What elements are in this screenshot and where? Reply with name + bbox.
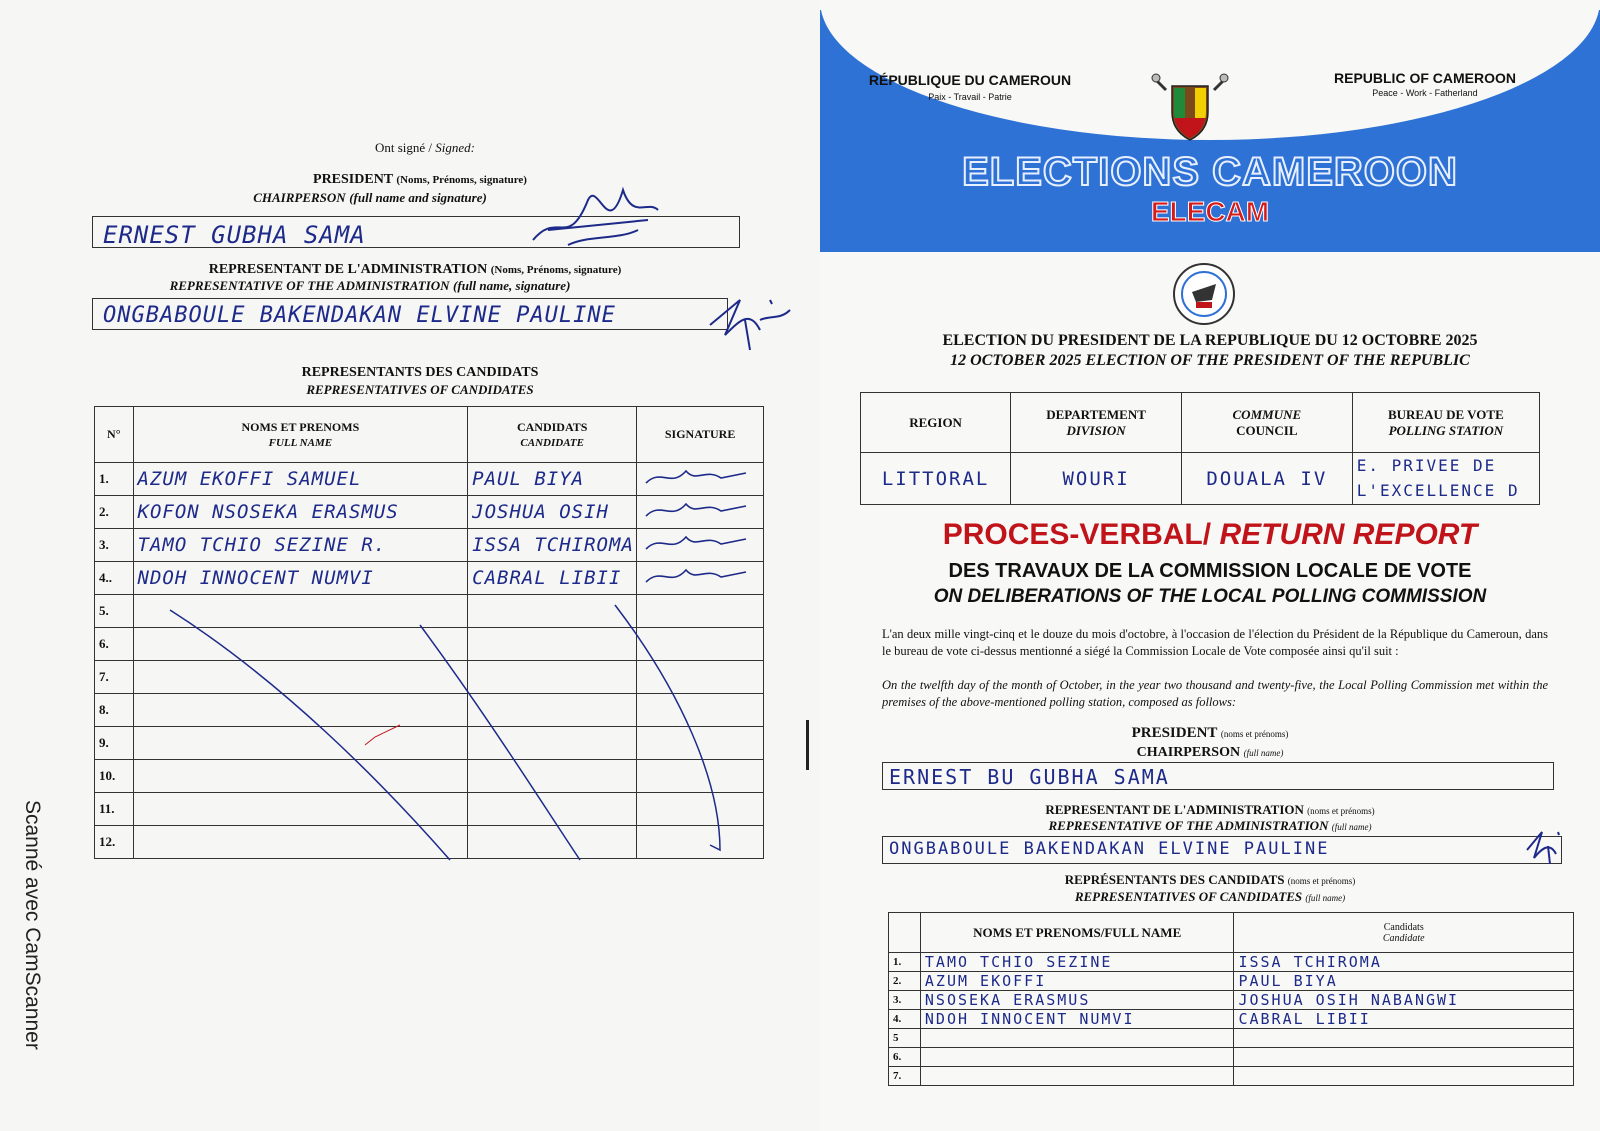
rep-name-cell — [920, 972, 1234, 991]
admin-name-field — [92, 298, 728, 330]
row-number: 2. — [889, 972, 921, 991]
table-row — [889, 1029, 1574, 1048]
col-polling-station: BUREAU DE VOTE POLLING STATION — [1352, 393, 1539, 453]
representatives-table — [888, 912, 1574, 1086]
row-number: 8. — [95, 694, 134, 727]
rep-name: NDOH INNOCENT NUMVI — [924, 1010, 1135, 1028]
candidate-name: ISSA TCHIROMA — [472, 534, 634, 556]
motto-fr: Paix - Travail - Patrie — [928, 92, 1012, 102]
council-value: DOUALA IV — [1181, 453, 1352, 505]
rep-name-cell — [133, 529, 468, 562]
rep-name: TAMO TCHIO SEZINE — [924, 953, 1113, 971]
signature-cell — [637, 496, 764, 529]
row-number: 10. — [95, 760, 134, 793]
president-name: ERNEST GUBHA SAMA — [103, 221, 366, 249]
candidate-cell — [1234, 972, 1574, 991]
col-candidate: Candidats Candidate — [1234, 913, 1574, 953]
rep-name — [921, 1029, 925, 1047]
candidate-name: JOSHUA OSIH — [472, 501, 610, 523]
rep-signature — [641, 562, 751, 590]
admin-name: ONGBABOULE BAKENDAKAN ELVINE PAULINE — [103, 303, 616, 328]
candidate-name: PAUL BIYA — [472, 468, 585, 490]
candidate-cell — [1234, 1029, 1574, 1048]
candidate-cell — [468, 463, 637, 496]
rep-name-cell — [133, 463, 468, 496]
rep-signature — [641, 529, 751, 557]
admin-label: REPRESENTANT DE L'ADMINISTRATION (Noms, Prénoms, signature) — [208, 262, 622, 277]
election-title-en: 12 OCTOBER 2025 ELECTION OF THE PRESIDENT OF THE REPUBLIC — [950, 352, 1470, 369]
admin-label: REPRESENTANT DE L'ADMINISTRATION (noms et prénoms) — [1045, 802, 1375, 817]
table-row — [889, 1010, 1574, 1029]
president-signature — [528, 180, 668, 260]
admin-label-en: REPRESENTATIVE OF THE ADMINISTRATION (full name, signature) — [169, 278, 571, 293]
candidate-name: PAUL BIYA — [1238, 972, 1338, 990]
admin-signature — [1522, 820, 1572, 870]
candidate-cell — [1234, 1067, 1574, 1086]
row-number: 3. — [889, 991, 921, 1010]
rep-signature — [641, 463, 751, 491]
signature-cell — [637, 463, 764, 496]
col-num — [889, 913, 921, 953]
report-body-en: On the twelfth day of the month of October, in the year two thousand and twenty-five, the Local Polling Commission met within the premises of the above-mentioned polling station, composed as follows: — [882, 678, 1548, 709]
motto-en: Peace - Work - Fatherland — [1372, 88, 1478, 98]
republic-en: REPUBLIC OF CAMEROON — [1334, 70, 1516, 86]
rep-name: AZUM EKOFFI SAMUEL — [137, 468, 362, 490]
admin-name-field — [882, 836, 1562, 864]
rep-name: KOFON NSOSEKA ERASMUS — [137, 501, 399, 523]
cand-title-en: REPRESENTATIVES OF CANDIDATES (full name) — [1074, 889, 1346, 904]
elecam-seal-icon — [1172, 262, 1236, 326]
chairperson-label: CHAIRPERSON (full name and signature) — [253, 190, 487, 205]
table-row — [95, 463, 764, 496]
candidate-name: JOSHUA OSIH NABANGWI — [1238, 991, 1460, 1009]
table-row — [95, 529, 764, 562]
rep-name — [921, 1067, 925, 1085]
rep-name-cell — [920, 991, 1234, 1010]
rep-name-cell — [920, 1067, 1234, 1086]
scanner-watermark: Scanné avec CamScanner — [21, 800, 44, 1050]
president-label: PRESIDENT (noms et prénoms) — [1131, 725, 1289, 741]
row-number: 3. — [95, 529, 134, 562]
col-name: NOMS ET PRENOMS/FULL NAME — [920, 913, 1234, 953]
candidate-cell — [468, 562, 637, 595]
rep-name: TAMO TCHIO SEZINE R. — [137, 534, 387, 556]
col-council: COMMUNE COUNCIL — [1181, 393, 1352, 453]
row-number: 5. — [95, 595, 134, 628]
col-num: N° — [95, 407, 134, 463]
candidate-name — [1234, 1048, 1238, 1066]
row-number: 11. — [95, 793, 134, 826]
rep-name-cell — [133, 562, 468, 595]
table-row — [889, 953, 1574, 972]
rep-name-cell — [920, 1029, 1234, 1048]
col-candidate: CANDIDATS CANDIDATE — [468, 407, 637, 463]
candidate-name: ISSA TCHIROMA — [1238, 953, 1382, 971]
col-signature: SIGNATURE — [637, 407, 764, 463]
candidate-cell — [1234, 1048, 1574, 1067]
admin-signature — [700, 280, 800, 360]
strike-through-lines — [160, 600, 760, 870]
admin-name: ONGBABOULE BAKENDAKAN ELVINE PAULINE — [889, 839, 1330, 859]
rep-name: NDOH INNOCENT NUMVI — [137, 567, 374, 589]
candidate-cell — [468, 529, 637, 562]
polling-station-value: E. PRIVEE DE L'EXCELLENCE D — [1352, 453, 1539, 505]
row-number: 7. — [95, 661, 134, 694]
table-row — [889, 991, 1574, 1010]
banner-title: ELECTIONS CAMEROON — [962, 150, 1458, 194]
location-table — [860, 392, 1540, 505]
page-fold-mark — [806, 720, 809, 770]
rep-name: NSOSEKA ERASMUS — [924, 991, 1091, 1009]
row-number: 1. — [95, 463, 134, 496]
chairperson-label: CHAIRPERSON (full name) — [1136, 745, 1284, 760]
candidates-title-en: REPRESENTATIVES OF CANDIDATES — [306, 382, 534, 397]
candidate-name: CABRAL LIBII — [472, 567, 622, 589]
president-name-field — [882, 762, 1554, 790]
row-number: 9. — [95, 727, 134, 760]
rep-name — [921, 1048, 925, 1066]
candidate-cell — [1234, 953, 1574, 972]
region-value: LITTORAL — [861, 453, 1011, 505]
rep-name-cell — [920, 1048, 1234, 1067]
table-row — [95, 562, 764, 595]
cand-title: REPRÉSENTANTS DES CANDIDATS (noms et prénoms) — [1064, 872, 1356, 887]
right-page — [820, 0, 1600, 1131]
row-number: 4. — [889, 1010, 921, 1029]
rep-name-cell — [920, 953, 1234, 972]
row-number: 2. — [95, 496, 134, 529]
row-number: 7. — [889, 1067, 921, 1086]
report-body-fr: L'an deux mille vingt-cinq et le douze du mois d'octobre, à l'occasion de l'élection du Président de la République du Cameroun, dans le bureau de vote ci-dessus mentionné a siégé la Commission Locale de Vote composée ainsi qu'il suit : — [882, 627, 1548, 658]
col-region: REGION — [861, 393, 1011, 453]
table-row — [95, 496, 764, 529]
president-label: PRESIDENT (Noms, Prénoms, signature) — [313, 172, 527, 187]
division-value: WOURI — [1011, 453, 1182, 505]
col-name: NOMS ET PRENOMS FULL NAME — [133, 407, 468, 463]
table-row — [889, 1048, 1574, 1067]
row-number: 4.. — [95, 562, 134, 595]
report-subtitle-fr: DES TRAVAUX DE LA COMMISSION LOCALE DE VOTE — [948, 560, 1472, 582]
candidate-cell — [1234, 991, 1574, 1010]
candidate-cell — [1234, 1010, 1574, 1029]
rep-name: AZUM EKOFFI — [924, 972, 1047, 990]
coat-of-arms-icon — [1150, 72, 1230, 144]
president-name: ERNEST BU GUBHA SAMA — [889, 765, 1170, 789]
row-number: 5 — [889, 1029, 921, 1048]
rep-name-cell — [133, 496, 468, 529]
rep-signature — [641, 496, 751, 524]
row-number: 6. — [889, 1048, 921, 1067]
row-number: 12. — [95, 826, 134, 859]
candidate-name: CABRAL LIBII — [1238, 1010, 1371, 1028]
candidates-title: REPRESENTANTS DES CANDIDATS — [301, 365, 539, 380]
report-subtitle-en: ON DELIBERATIONS OF THE LOCAL POLLING COMMISSION — [933, 586, 1487, 607]
rep-name-cell — [920, 1010, 1234, 1029]
candidate-name — [1234, 1029, 1238, 1047]
admin-label-en: REPRESENTATIVE OF THE ADMINISTRATION (full name) — [1048, 818, 1372, 833]
col-division: DEPARTEMENT DIVISION — [1011, 393, 1182, 453]
candidate-cell — [468, 496, 637, 529]
signature-cell — [637, 529, 764, 562]
election-title-fr: ELECTION DU PRESIDENT DE LA REPUBLIQUE DU 12 OCTOBRE 2025 — [942, 332, 1478, 349]
row-number: 1. — [889, 953, 921, 972]
banner-acronym: ELECAM — [1150, 196, 1270, 227]
signature-cell — [637, 562, 764, 595]
table-row — [889, 1067, 1574, 1086]
candidate-name — [1234, 1067, 1238, 1085]
republic-fr: RÉPUBLIQUE DU CAMEROUN — [868, 72, 1072, 88]
table-row — [889, 972, 1574, 991]
report-title: PROCES-VERBAL/ RETURN REPORT — [942, 518, 1478, 551]
signed-label: Ont signé / Signed: — [374, 140, 476, 155]
row-number: 6. — [95, 628, 134, 661]
